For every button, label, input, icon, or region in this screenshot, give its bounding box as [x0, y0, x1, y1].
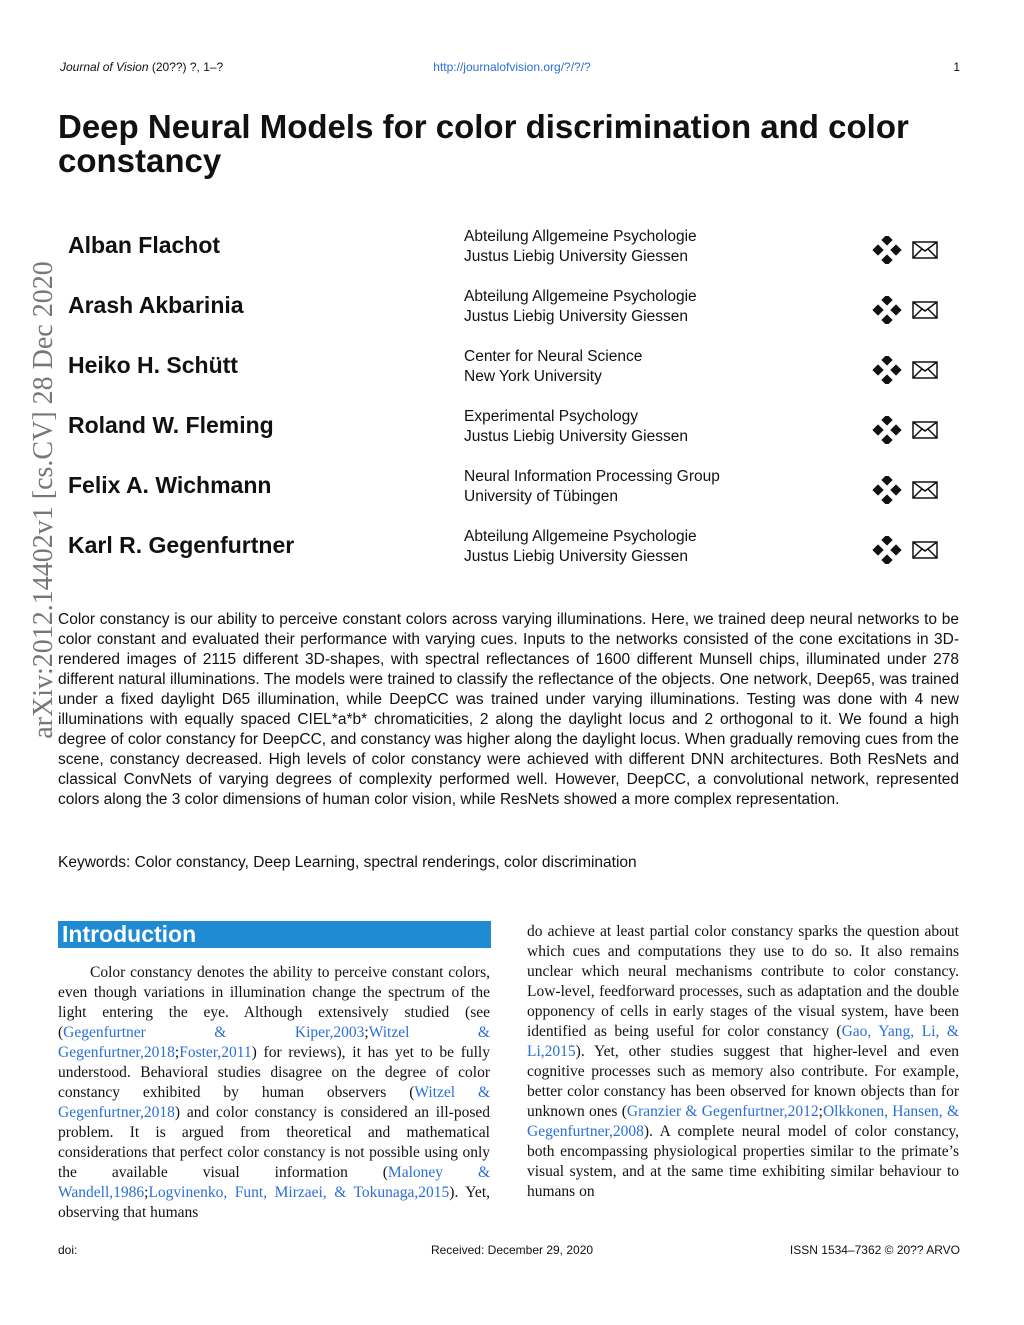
email-icon[interactable] — [912, 300, 938, 320]
body-text: Color constancy denotes the ability to perceive constant colors, even though variations in illumination change the spectrum of the light entering the eye. Although extensively studied (see ( — [58, 964, 490, 1041]
author-links — [872, 416, 938, 444]
affiliation-line: Justus Liebig University Giessen — [464, 548, 688, 565]
citation-year: 2003 — [333, 1024, 365, 1041]
author-name: Heiko H. Schütt — [68, 352, 238, 378]
author-name: Arash Akbarinia — [68, 292, 244, 318]
affiliation-line: Justus Liebig University Giessen — [464, 248, 688, 265]
section-heading-introduction: Introduction — [58, 921, 491, 948]
citation-link[interactable]: Witzel & Gegenfurtner,2018 — [58, 1024, 490, 1061]
affiliation-line: Justus Liebig University Giessen — [464, 428, 688, 445]
affiliation-line: Abteilung Allgemeine Psychologie — [464, 228, 697, 245]
affiliation-line: Abteilung Allgemeine Psychologie — [464, 528, 697, 545]
arxiv-stamp: arXiv:2012.14402v1 [cs.CV] 28 Dec 2020 — [28, 261, 59, 739]
affiliation-line: Abteilung Allgemeine Psychologie — [464, 288, 697, 305]
citation-year: 2015 — [418, 1184, 450, 1201]
homepage-icon[interactable] — [872, 296, 902, 324]
author-affiliation — [464, 527, 697, 567]
body-text: ) and color constancy is considered an ill-posed problem. It is argued from theoretical and mathematical considerations that perfect color constancy is not possible using only the available visual information ( — [58, 1104, 490, 1181]
homepage-icon[interactable] — [872, 476, 902, 504]
email-icon[interactable] — [912, 480, 938, 500]
citation-link[interactable]: Maloney & Wandell,1986 — [58, 1164, 490, 1201]
email-icon[interactable] — [912, 540, 938, 560]
citation-authors: Gegenfurtner & Kiper — [63, 1024, 330, 1041]
abstract: Color constancy is our ability to perceive constant colors across varying illuminations. Here, we trained deep neural networks to be color constant and evaluated their performance with varying cues. Inputs to the networks consisted of the cone excitations in 3D-rendered images of 2115 different 3D-shapes, with spectral reflectances of 1600 different Munsell chips, illuminated under 278 different natural illuminations. The models were trained to classify the reflectance of the objects. One network, Deep65, was trained under a fixed daylight D65 illumination, while DeepCC was trained under varying illuminations. Testing was done with 4 new illuminations with equally spaced CIEL*a*b* chromaticities, 2 along the daylight locus and 2 orthogonal to it. We found a high degree of color constancy for DeepCC, and constancy was higher along the daylight locus. When gradually removing cues from the scene, constancy decreased. High levels of color constancy were achieved with different DNN architectures. Both ResNets and classical ConvNets of varying degrees of complexity performed well. However, DeepCC, a convolutional network, represented colors along the 3 color dimensions of human color vision, while ResNets showed a more complex representation. — [58, 611, 959, 808]
author-links — [872, 536, 938, 564]
journal-issue: (20??) ?, 1–? — [151, 60, 224, 74]
citation-year: 2018 — [143, 1104, 175, 1121]
affiliation-line: Experimental Psychology — [464, 408, 639, 425]
journal-name: Journal of Vision — [60, 60, 149, 74]
citation-authors: Maloney & Wandell — [58, 1164, 490, 1201]
author-affiliation — [464, 287, 697, 327]
homepage-icon[interactable] — [872, 236, 902, 264]
author-name: Alban Flachot — [68, 232, 221, 258]
body-text: do achieve at least partial color constancy sparks the question about which cues and computations they use to do so. It also remains unclear which neural mechanisms contribute to color constancy. Low-level, feedforward processes, such as adaptation and the double opponency of cells in early stages of the visual system, have been identified as being useful for color constancy ( — [527, 923, 959, 1040]
citation-authors: Witzel & Gegenfurtner — [58, 1024, 490, 1061]
homepage-icon[interactable] — [872, 536, 902, 564]
paper-title: Deep Neural Models for color discrimination and color constancy — [58, 108, 909, 179]
intro-left-column: Color constancy denotes the ability to perceive constant colors, even though variations in illumination change the spectrum of the light entering the eye. Although extensively studied (see (Gegenfurtner & Kiper,2003;Witzel & Gegenfurtner,2018;Foster,2011) for reviews), it has yet to be fully understood. Behavioral studies disagree on the degree of color constancy exhibited by human observers (Witzel & Gegenfurtner,2018) and color constancy is considered an ill-posed problem. It is argued from theoretical and mathematical considerations that perfect color constancy is not possible using only the available visual information (Maloney & Wandell,1986;Logvinenko, Funt, Mirzaei, & Tokunaga,2015). Yet, observing that humans — [58, 964, 490, 1221]
citation-authors: Granzier & Gegenfurtner — [626, 1103, 784, 1120]
citation-link[interactable]: Gegenfurtner & Kiper,2003 — [63, 1024, 365, 1041]
citation-authors: Foster — [179, 1044, 218, 1061]
citation-link[interactable]: Witzel & Gegenfurtner,2018 — [58, 1084, 490, 1121]
journal-url-link[interactable]: http://journalofvision.org/?/?/? — [433, 60, 591, 74]
citation-year: 2008 — [612, 1123, 644, 1140]
affiliation-line: Neural Information Processing Group — [464, 468, 720, 485]
intro-right-column: do achieve at least partial color constancy sparks the question about which cues and computations they use to do so. It also remains unclear which neural mechanisms contribute to color constancy. Low-level, feedforward processes, such as adaptation and the double opponency of cells in early stages of the visual system, have been identified as being useful for color constancy (Gao, Yang, Li, & Li,2015). Yet, other studies suggest that higher-level and even cognitive processes such as memory also contribute. For example, better color constancy has been observed for known objects than for unknown ones (Granzier & Gegenfurtner,2012;Olkkonen, Hansen, & Gegenfurtner,2008). A complete neural model of color constancy, both encompassing physiological properties similar to the primate’s visual system, and at the same time exhibiting similar behaviour to humans on — [527, 923, 959, 1200]
footer-doi: doi: — [58, 1243, 78, 1257]
citation-authors: Olkkonen, Hansen, & Gegenfurtner — [527, 1103, 959, 1140]
citation-authors: Logvinenko, Funt, Mirzaei, & Tokunaga — [148, 1184, 415, 1201]
body-text: ). Yet, other studies suggest that higher-level and even cognitive processes such as memory also contribute. For example, better color constancy has been observed for known objects than for unknown ones ( — [527, 1043, 959, 1120]
author-links — [872, 476, 938, 504]
citation-year: 2011 — [221, 1044, 252, 1061]
author-name: Felix A. Wichmann — [68, 472, 272, 498]
homepage-icon[interactable] — [872, 356, 902, 384]
citation-year: 2018 — [143, 1044, 175, 1061]
author-affiliation — [464, 407, 688, 447]
citation-authors: Witzel & Gegenfurtner — [58, 1084, 490, 1121]
affiliation-line: Justus Liebig University Giessen — [464, 308, 688, 325]
author-name: Karl R. Gegenfurtner — [68, 532, 295, 558]
author-affiliation — [464, 467, 720, 507]
page-number: 1 — [953, 60, 960, 74]
citation-year: 1986 — [113, 1184, 145, 1201]
keywords: Keywords: Color constancy, Deep Learning, spectral renderings, color discrimination — [58, 854, 637, 871]
email-icon[interactable] — [912, 420, 938, 440]
affiliation-line: New York University — [464, 368, 602, 385]
citation-authors: Gao, Yang, Li, & Li — [527, 1023, 959, 1060]
author-affiliation — [464, 347, 642, 387]
footer-issn: ISSN 1534–7362 © 20?? ARVO — [789, 1243, 960, 1257]
footer-received: Received: December 29, 2020 — [430, 1243, 594, 1257]
author-name: Roland W. Fleming — [68, 412, 274, 438]
citation-link[interactable]: Granzier & Gegenfurtner,2012 — [626, 1103, 819, 1120]
body-text: ). A complete neural model of color constancy, both encompassing physiological properties similar to the primate’s visual system, and at the same time exhibiting similar behaviour to humans on — [527, 1123, 959, 1200]
email-icon[interactable] — [912, 360, 938, 380]
affiliation-line: Center for Neural Science — [464, 348, 643, 365]
body-text: ) for reviews), it has yet to be fully understood. Behavioral studies disagree on the degree of color constancy exhibited by human observers ( — [58, 1044, 490, 1101]
email-icon[interactable] — [912, 240, 938, 260]
citation-link[interactable]: Gao, Yang, Li, & Li,2015 — [527, 1023, 959, 1060]
author-links — [872, 296, 938, 324]
author-links — [872, 356, 938, 384]
affiliation-line: University of Tübingen — [464, 488, 618, 505]
citation-link[interactable]: Olkkonen, Hansen, & Gegenfurtner,2008 — [527, 1103, 959, 1140]
citation-link[interactable]: Foster,2011 — [179, 1044, 252, 1061]
citation-year: 2012 — [787, 1103, 819, 1120]
citation-year: 2015 — [544, 1043, 576, 1060]
author-links — [872, 236, 938, 264]
body-text: ). Yet, observing that humans — [58, 1184, 490, 1221]
author-affiliation — [464, 227, 697, 267]
homepage-icon[interactable] — [872, 416, 902, 444]
citation-link[interactable]: Logvinenko, Funt, Mirzaei, & Tokunaga,2015 — [148, 1184, 450, 1201]
